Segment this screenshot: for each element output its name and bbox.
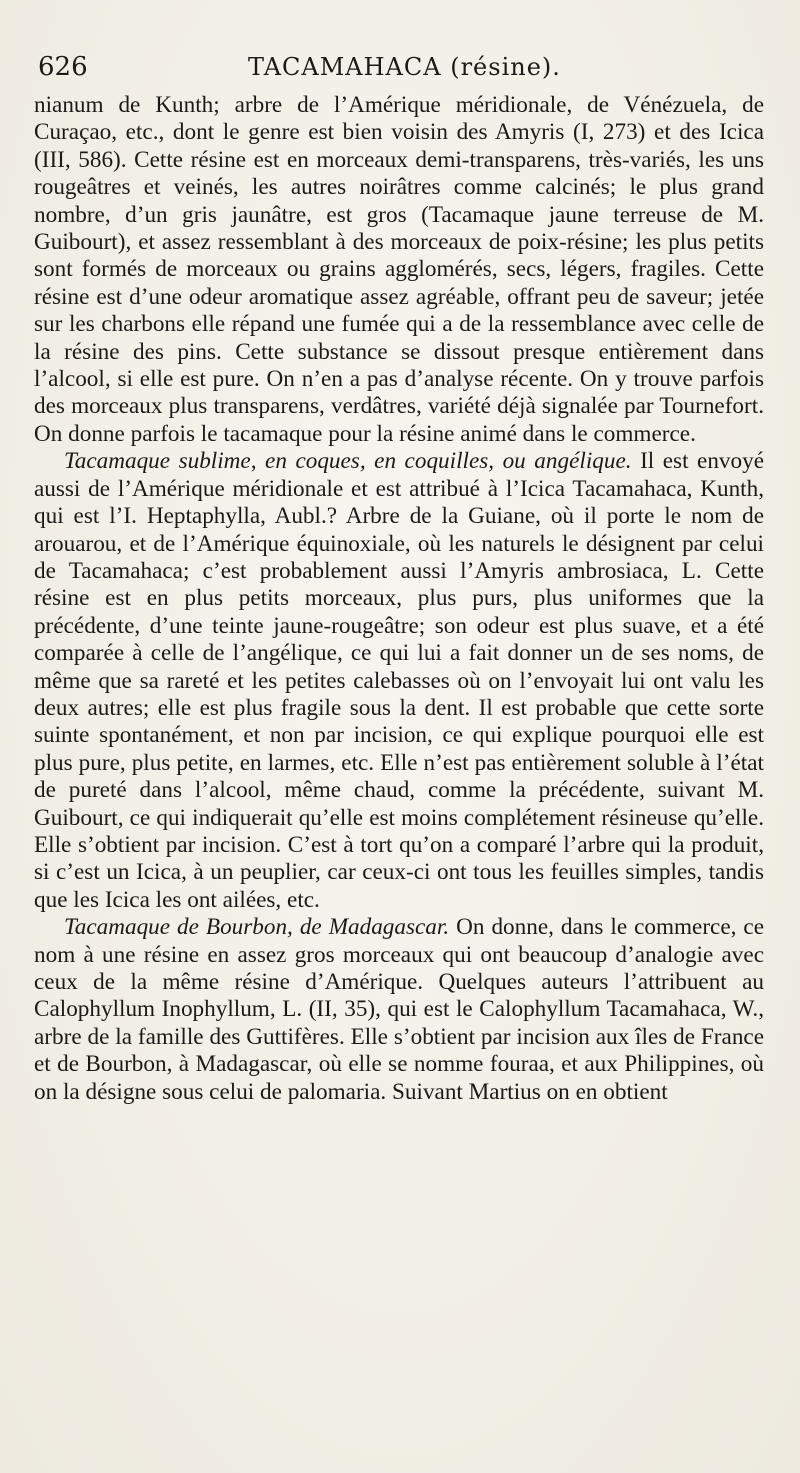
paragraph-text: On donne, dans le commerce, ce nom à une résine en assez gros morceaux qui ont beaucoup d’analogie avec ceux de la même résine d’Amérique. Quelques auteurs l’attribuent au Calophyllum Inophyllum, L. (II, 35), qui est le Calophyllum Tacamahaca, W., arbre de la famille des Guttifères. Elle s’obtient par incision aux îles de France et de Bourbon, à Madagascar, où elle se nomme fouraa, et aux Philippines, où on la désigne sous celui de palomaria. Suivant Martius on en obtient [34,914,764,1105]
paragraph-tacamaque-bourbon [34,914,764,1106]
paragraph-continuation [34,92,764,448]
paragraph-lead: Tacamaque sublime, en coques, en coquilles, ou angélique. [64,448,632,475]
body-text [34,92,764,1106]
paragraph-text: nianum de Kunth; arbre de l’Amérique méridionale, de Vénézuela, de Curaçao, etc., dont le genre est bien voisin des Amyris (I, 273) et des Icica (III, 586). Cette résine est en morceaux demi-transparens, très-variés, les uns rougeâtres et veinés, les autres noirâtres comme calcinés; le plus grand nombre, d’un gris jaunâtre, est gros (Tacamaque jaune terreuse de M. Guibourt), et assez ressemblant à des morceaux de poix-résine; les plus petits sont formés de morceaux ou grains agglomérés, secs, légers, fragiles. Cette résine est d’une odeur aromatique assez agréable, offrant peu de saveur; jetée sur les charbons elle répand une fumée qui a de la ressemblance avec celle de la résine des pins. Cette substance se dissout presque entièrement dans l’alcool, si elle est pure. On n’en a pas d’analyse récente. On y trouve parfois des morceaux plus transparens, verdâtres, variété déjà signalée par Tournefort. On donne parfois le tacamaque pour la résine animé dans le commerce. [34,92,764,447]
paragraph-text: Il est envoyé aussi de l’Amérique méridionale et est attribué à l’Icica Tacamahaca, Kunth, qui est l’I. Heptaphylla, Aubl.? Arbre de la Guiane, où il porte le nom de arouarou, et de l’Amérique équinoxiale, où les naturels le désignent par celui de Tacamahaca; c’est probablement aussi l’Amyris ambrosiaca, L. Cette résine est en plus petits morceaux, plus purs, plus uniformes que la précédente, d’une teinte jaune-rougeâtre; son odeur est plus suave, et a été comparée à celle de l’angélique, ce qui lui a fait donner un de ses noms, de même que sa rareté et les petites calebasses où on l’envoyait lui ont valu les deux autres; elle est plus fragile sous la dent. Il est probable que cette sorte suinte spontanément, et non par incision, ce qui explique pourquoi elle est plus pure, plus petite, en larmes, etc. Elle n’est pas entièrement soluble à l’état de pureté dans l’alcool, même chaud, comme la précédente, suivant M. Guibourt, ce qui indiquerait qu’elle est moins complétement résineuse qu’elle. Elle s’obtient par incision. C’est à tort qu’on a comparé l’arbre qui la produit, si c’est un Icica, à un peuplier, car ceux-ci ont tous les feuilles simples, tandis que les Icica les ont ailées, etc. [34,448,764,913]
paragraph-tacamaque-sublime [34,448,764,914]
paragraph-lead: Tacamaque de Bourbon, de Madagascar. [64,914,450,941]
page-header [34,52,764,92]
page-number: 626 [38,52,88,82]
running-title: TACAMAHACA (résine). [248,53,561,81]
